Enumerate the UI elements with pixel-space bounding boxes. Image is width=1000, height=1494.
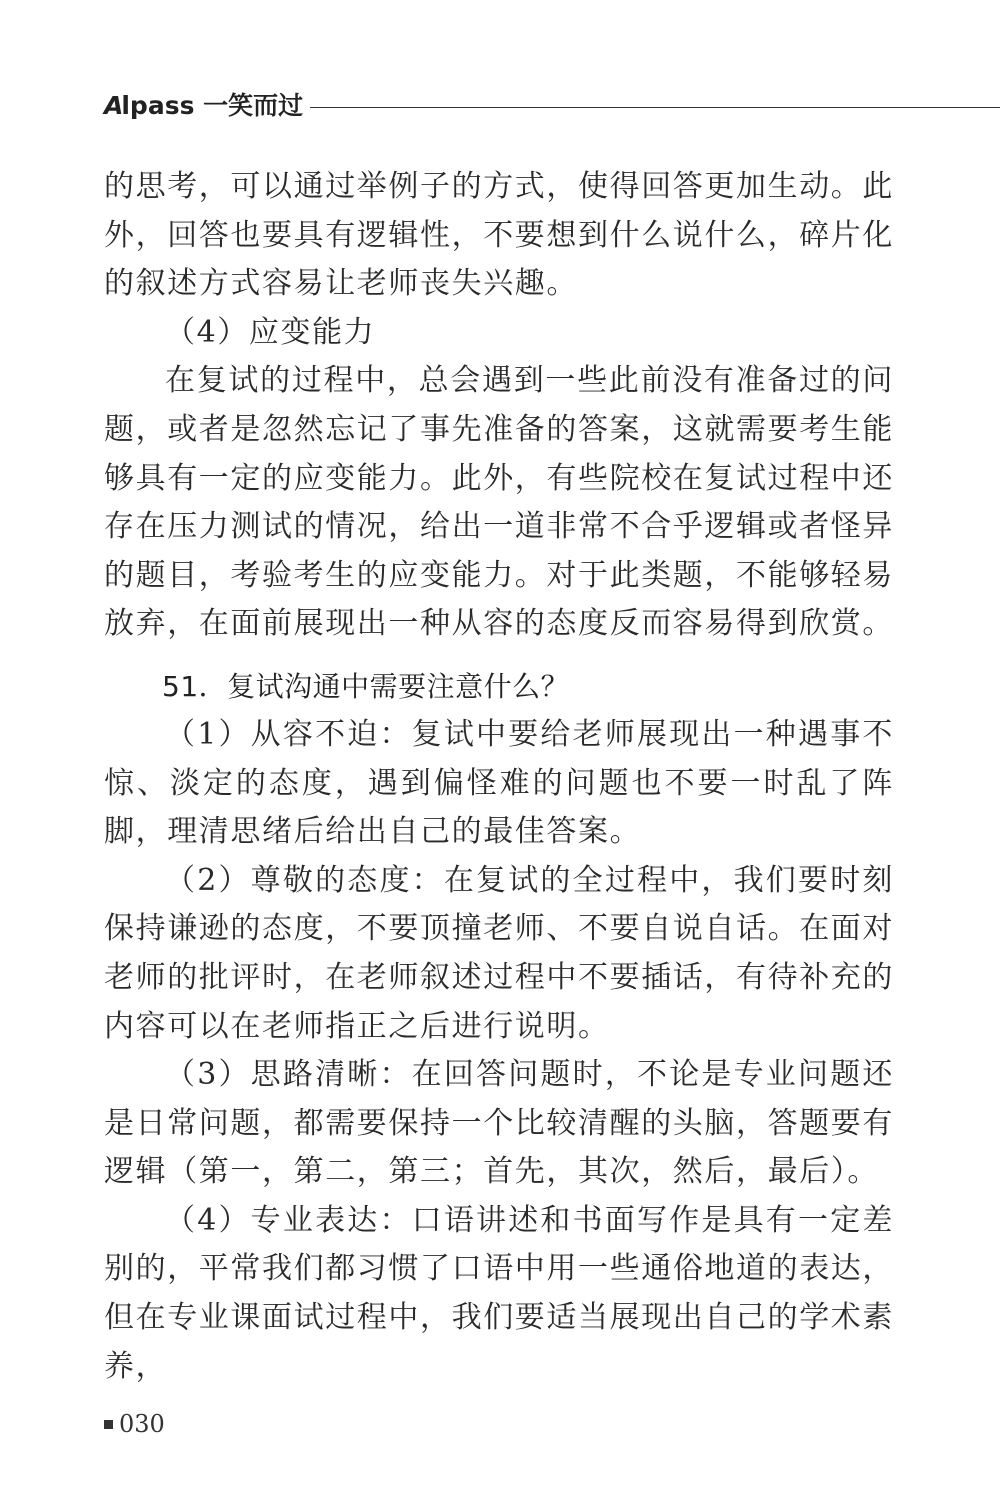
- square-bullet-icon: [104, 1420, 113, 1429]
- section-heading-51: 51．复试沟通中需要注意什么？: [162, 669, 570, 703]
- header-title: [104, 88, 303, 124]
- brand-logo-icon: A: [104, 91, 122, 120]
- point-respect: （2）尊敬的态度：在复试的全过程中，我们要时刻保持谦逊的态度，不要顶撞老师、不要自说自话。在面对老师的批评时，在老师叙述过程中不要插话，有待补充的内容可以在老师指正之后进行说明。: [104, 862, 894, 1044]
- header-divider: [310, 107, 1000, 108]
- point-clear-thinking: （3）思路清晰：在回答问题时，不论是专业问题还是日常问题，都需要保持一个比较清醒的头脑，答题要有逻辑（第一，第二，第三；首先，其次，然后，最后）。: [104, 1057, 894, 1190]
- header-title-text: lpass 一笑而过: [121, 91, 304, 120]
- point-professional-expression: （4）专业表达：口语讲述和书面写作是具有一定差别的，平常我们都习惯了口语中用一些通俗地道的表达，但在专业课面试过程中，我们要适当展现出自己的学术素养，: [104, 1202, 894, 1384]
- running-header: [104, 88, 1000, 128]
- item-heading-adaptability: （4）应变能力: [165, 314, 376, 350]
- paragraph-adaptability: 在复试的过程中，总会遇到一些此前没有准备过的问题，或者是忽然忘记了事先准备的答案，这就需要考生能够具有一定的应变能力。此外，有些院校在复试过程中还存在压力测试的情况，给出一道非常不合乎逻辑或者怪异的题目，考验考生的应变能力。对于此类题，不能够轻易放弃，在面前展现出一种从容的态度反而容易得到欣赏。: [104, 363, 894, 642]
- page-body: [104, 163, 894, 1391]
- page-number: 030: [119, 1410, 165, 1438]
- paragraph-continuation: 的思考，可以通过举例子的方式，使得回答更加生动。此外，回答也要具有逻辑性，不要想到什么说什么，碎片化的叙述方式容易让老师丧失兴趣。: [104, 169, 894, 302]
- page-footer: [104, 1410, 165, 1438]
- point-composure: （1）从容不迫：复试中要给老师展现出一种遇事不惊、淡定的态度，遇到偏怪难的问题也不要一时乱了阵脚，理清思绪后给出自己的最佳答案。: [104, 716, 894, 850]
